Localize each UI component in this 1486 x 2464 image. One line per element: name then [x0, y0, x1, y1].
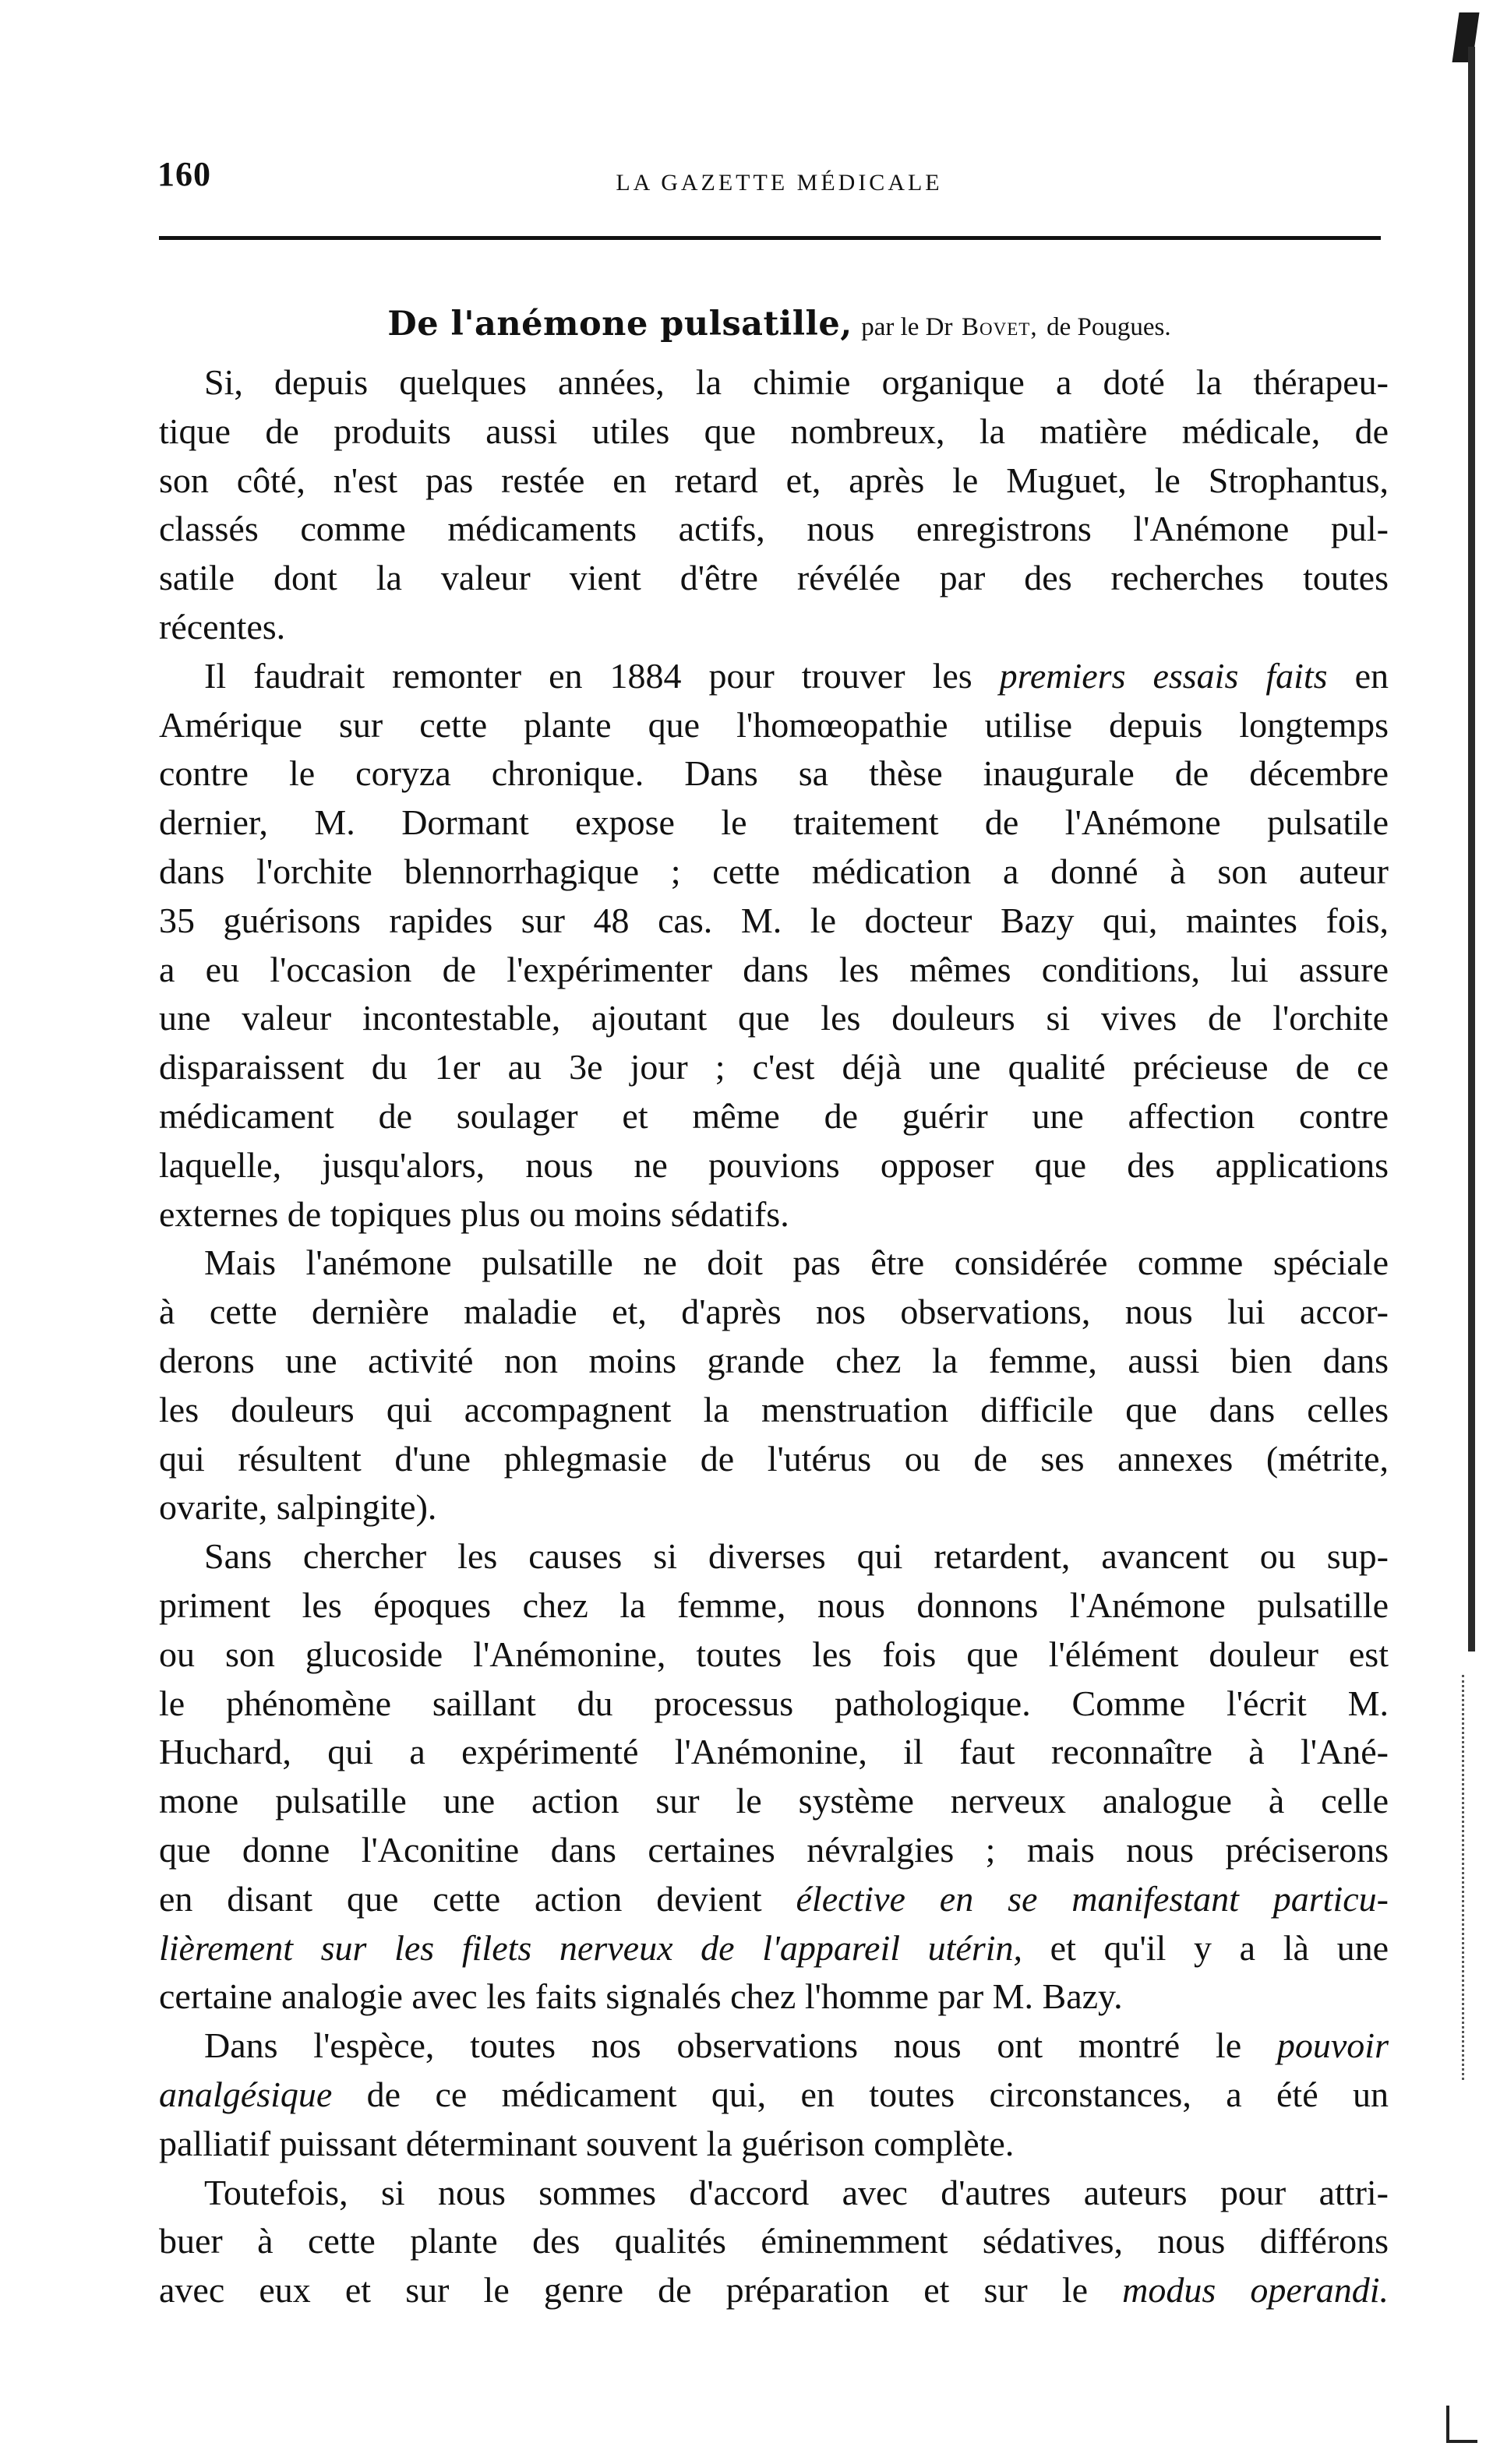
header-rule: [159, 236, 1381, 240]
body-line: lièrement sur les filets nerveux de l'appareil utérin, et qu'il y a là une: [159, 1927, 1389, 1968]
body-line: buer à cette plante des qualités éminemment sédatives, nous différons: [159, 2221, 1389, 2261]
running-head: LA GAZETTE MÉDICALE: [616, 170, 943, 196]
italic-phrase: premiers essais faits: [999, 655, 1328, 696]
body-line: satile dont la valeur vient d'être révélée par des recherches toutes: [159, 558, 1389, 598]
body-line: a eu l'occasion de l'expérimenter dans les mêmes conditions, lui assure: [159, 949, 1389, 989]
italic-phrase: élective en se manifestant particu-: [796, 1878, 1389, 1919]
body-line: disparaissent du 1er au 3e jour ; c'est déjà une qualité précieuse de ce: [159, 1047, 1389, 1087]
body-line: Toutefois, si nous sommes d'accord avec d'autres auteurs pour attri-: [204, 2172, 1389, 2212]
body-line: externes de topiques plus ou moins sédatifs.: [159, 1193, 789, 1234]
page-number: 160: [157, 155, 211, 193]
body-line: contre le coryza chronique. Dans sa thèse inaugurale de décembre: [159, 753, 1389, 794]
body-line: Dans l'espèce, toutes nos observations nous ont montré le pouvoir: [204, 2025, 1389, 2066]
byline-prefix: par le Dr: [861, 313, 953, 341]
body-line: le phénomène saillant du processus pathologique. Comme l'écrit M.: [159, 1683, 1389, 1723]
body-line: Sans chercher les causes si diverses qui retardent, avancent ou sup-: [204, 1536, 1389, 1577]
italic-phrase: pouvoir: [1276, 2025, 1389, 2066]
body-line: ou son glucoside l'Anémonine, toutes les fois que l'élément douleur est: [159, 1634, 1389, 1674]
body-line: Il faudrait remonter en 1884 pour trouver les premiers essais faits en: [204, 655, 1389, 696]
body-line: mone pulsatille une action sur le système nerveux analogue à celle: [159, 1781, 1389, 1821]
body-line: priment les époques chez la femme, nous donnons l'Anémone pulsatille: [159, 1585, 1389, 1625]
scan-edge-dots: [1462, 1675, 1467, 2080]
italic-phrase: analgésique: [159, 2074, 333, 2114]
body-line: Amérique sur cette plante que l'homœopathie utilise depuis longtemps: [159, 704, 1389, 745]
body-line: ovarite, salpingite).: [159, 1487, 437, 1528]
body-line: une valeur incontestable, ajoutant que les douleurs si vives de l'orchite: [159, 998, 1389, 1038]
body-line: à cette dernière maladie et, d'après nos observations, nous lui accor-: [159, 1292, 1389, 1332]
body-line: avec eux et sur le genre de préparation et sur le modus operandi.: [159, 2270, 1389, 2311]
body-line: récentes.: [159, 607, 286, 647]
byline-author: Bovet,: [962, 313, 1038, 341]
body-line: 35 guérisons rapides sur 48 cas. M. le docteur Bazy qui, maintes fois,: [159, 900, 1389, 940]
byline-suffix: de Pougues.: [1047, 313, 1171, 341]
scan-corner-mark: [1446, 2406, 1477, 2443]
article-title-line: [156, 302, 1403, 344]
body-line: son côté, n'est pas restée en retard et, après le Muguet, le Strophantus,: [159, 460, 1389, 500]
body-line: analgésique de ce médicament qui, en toutes circonstances, a été un: [159, 2074, 1389, 2114]
body-line: palliatif puissant déterminant souvent la guérison complète.: [159, 2123, 1015, 2163]
body-line: classés comme médicaments actifs, nous enregistrons l'Anémone pul-: [159, 509, 1389, 549]
body-line: que donne l'Aconitine dans certaines névralgies ; mais nous préciserons: [159, 1830, 1389, 1870]
body-line: dans l'orchite blennorrhagique ; cette médication a donné à son auteur: [159, 851, 1389, 891]
body-line: tique de produits aussi utiles que nombreux, la matière médicale, de: [159, 411, 1389, 451]
body-line: laquelle, jusqu'alors, nous ne pouvions opposer que des applications: [159, 1144, 1389, 1185]
body-line: dernier, M. Dormant expose le traitement de l'Anémone pulsatile: [159, 802, 1389, 843]
body-line: en disant que cette action devient élective en se manifestant particu-: [159, 1878, 1389, 1919]
body-line: qui résultent d'une phlegmasie de l'utérus ou de ses annexes (métrite,: [159, 1438, 1389, 1479]
body-line: Mais l'anémone pulsatille ne doit pas être considérée comme spéciale: [204, 1243, 1389, 1283]
body-line: médicament de soulager et même de guérir une affection contre: [159, 1096, 1389, 1136]
article-title: De l'anémone pulsatille,: [387, 305, 852, 344]
body-line: Huchard, qui a expérimenté l'Anémonine, il faut reconnaître à l'Ané-: [159, 1732, 1389, 1772]
italic-phrase: modus operandi.: [1122, 2270, 1389, 2311]
body-line: derons une activité non moins grande chez la femme, aussi bien dans: [159, 1341, 1389, 1380]
scan-edge-shadow: [1468, 47, 1475, 1651]
body-line: les douleurs qui accompagnent la menstruation difficile que dans celles: [159, 1389, 1389, 1429]
body-line: certaine analogie avec les faits signalés chez l'homme par M. Bazy.: [159, 1976, 1123, 2017]
body-line: Si, depuis quelques années, la chimie organique a doté la thérapeu-: [204, 362, 1389, 402]
scan-edge-mark: [1452, 12, 1480, 62]
italic-phrase: lièrement sur les filets nerveux de l'appareil utérin,: [159, 1927, 1023, 1968]
